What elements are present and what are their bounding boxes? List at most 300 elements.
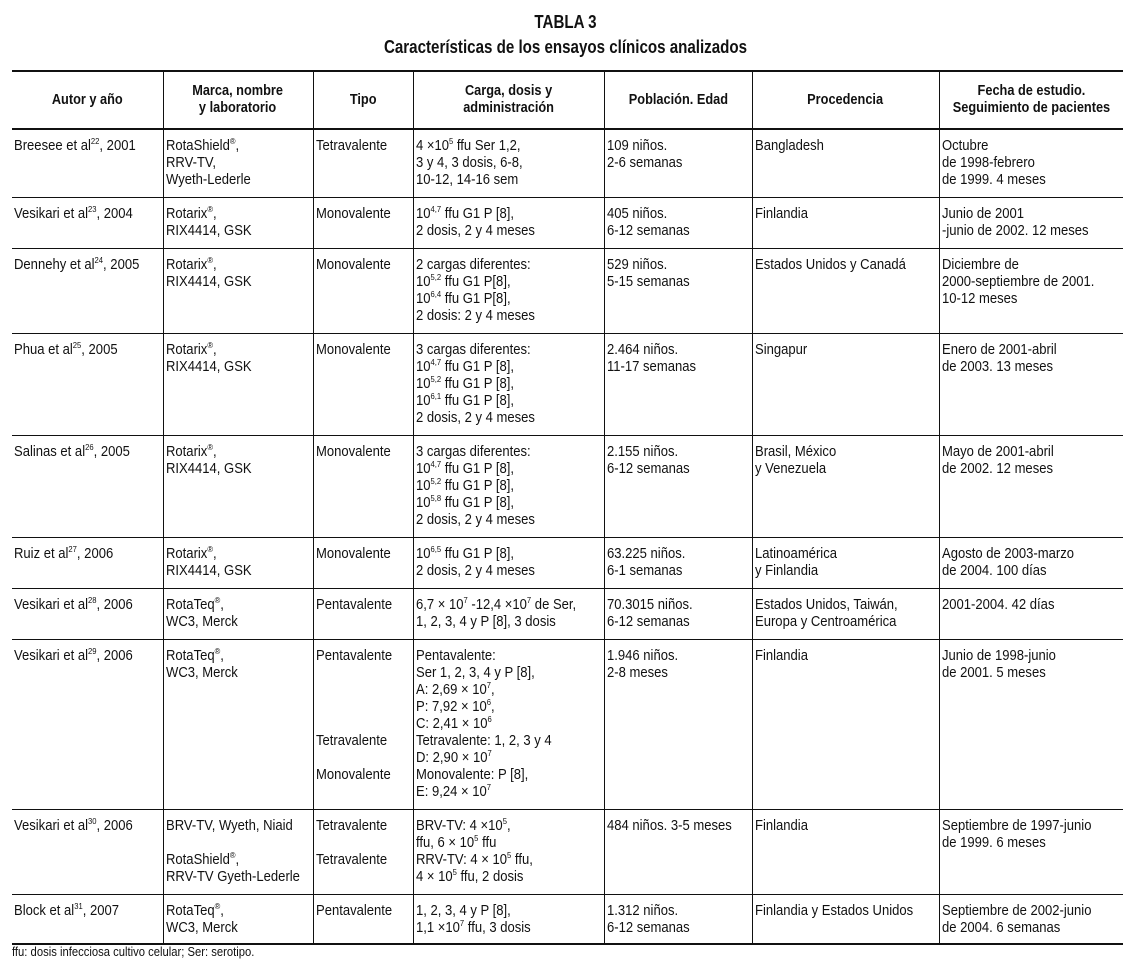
table-cell-population-age — [604, 538, 752, 589]
table-cell-author-year — [12, 129, 163, 198]
cell-line — [416, 155, 585, 172]
column-header-text: Carga, dosis y — [464, 83, 553, 99]
superscript-text: 7 — [459, 918, 464, 928]
cell-line — [166, 274, 298, 291]
cell-line — [416, 665, 585, 682]
table-cell-load-dose-administration — [413, 895, 604, 945]
table-cell-origin — [752, 538, 939, 589]
cell-text: Tetravalente — [315, 138, 387, 154]
cell-line — [607, 648, 738, 665]
cell-text: Vesikari et al — [14, 818, 88, 834]
table-cell-type — [313, 810, 413, 895]
table-cell-origin — [752, 198, 939, 249]
cell-line — [942, 920, 1105, 937]
cell-text: 484 niños. 3-5 meses — [606, 818, 732, 834]
superscript-text: 6,1 — [430, 391, 441, 401]
cell-text: Rotarix — [165, 206, 207, 222]
table-cell-study-date-follow-up — [939, 249, 1123, 334]
cell-text: Junio de 1998-junio — [941, 648, 1056, 664]
cell-text: ffu G1 P [8], — [440, 546, 514, 562]
column-header-load-dose-administration — [413, 71, 604, 129]
cell-line — [607, 257, 738, 274]
table-cell-author-year — [12, 198, 163, 249]
blank-line — [316, 716, 413, 733]
cell-text: 2000-septiembre de 2001. — [941, 274, 1094, 290]
cell-line — [14, 444, 148, 461]
cell-line — [166, 648, 298, 665]
table-footnote: ffu: dosis infecciosa cultivo celular; Ser: serotipo. — [12, 945, 255, 959]
cell-text: 10 — [415, 291, 431, 307]
column-header-brand-name-lab — [163, 71, 313, 129]
cell-text: ffu, 6 × 10 — [415, 835, 474, 851]
table-cell-brand-name-lab — [163, 334, 313, 436]
cell-text: Monovalente — [315, 444, 391, 460]
cell-text: A: 2,69 × 10 — [415, 682, 487, 698]
table-cell-brand-name-lab — [163, 895, 313, 945]
blank-line — [316, 750, 413, 767]
cell-text: RRV-TV Gyeth-Lederle — [165, 869, 300, 885]
table-cell-population-age — [604, 810, 752, 895]
cell-text: 10-12, 14-16 sem — [415, 172, 518, 188]
superscript-text: 29 — [87, 646, 97, 656]
blank-line — [316, 665, 413, 682]
cell-text: Octubre — [941, 138, 988, 154]
cell-text: de 2003. 13 meses — [941, 359, 1053, 375]
cell-line — [416, 223, 585, 240]
table-row — [12, 640, 1123, 810]
cell-text: RotaShield — [165, 138, 230, 154]
cell-text: ffu G1 P [8], — [440, 393, 514, 409]
cell-line — [755, 138, 921, 155]
cell-line — [942, 155, 1105, 172]
cell-text: WC3, Merck — [165, 920, 238, 936]
cell-text: 2001-2004. 42 días — [941, 597, 1054, 613]
table-cell-brand-name-lab — [163, 640, 313, 810]
table-row — [12, 810, 1123, 895]
cell-text: 2.464 niños. — [606, 342, 678, 358]
cell-line — [942, 359, 1105, 376]
cell-line — [416, 903, 585, 920]
table-cell-brand-name-lab — [163, 249, 313, 334]
cell-line — [166, 920, 298, 937]
cell-text: 1.312 niños. — [606, 903, 678, 919]
superscript-text: 4,7 — [430, 204, 441, 214]
superscript-text: ® — [206, 255, 213, 265]
table-row — [12, 129, 1123, 198]
table-cell-author-year — [12, 334, 163, 436]
cell-text: 10 — [415, 206, 431, 222]
cell-line — [166, 563, 298, 580]
cell-text: , — [219, 597, 224, 613]
superscript-text: ® — [214, 646, 220, 656]
table-cell-origin — [752, 436, 939, 538]
cell-line — [14, 342, 148, 359]
table-cell-brand-name-lab — [163, 589, 313, 640]
column-header-text: Seguimiento de pacientes — [952, 100, 1110, 116]
cell-text: , 2006 — [96, 597, 133, 613]
cell-text: -12,4 ×10 — [467, 597, 527, 613]
table-cell-study-date-follow-up — [939, 334, 1123, 436]
superscript-text: ® — [206, 544, 213, 554]
table-cell-type — [313, 436, 413, 538]
table-cell-type — [313, 538, 413, 589]
cell-line — [942, 138, 1105, 155]
cell-text: RIX4414, GSK — [165, 223, 252, 239]
cell-line — [416, 138, 585, 155]
cell-line — [607, 546, 738, 563]
cell-text: 1, 2, 3, 4 y P [8], 3 dosis — [415, 614, 556, 630]
cell-line — [416, 393, 585, 410]
superscript-text: 23 — [87, 204, 97, 214]
cell-line — [416, 920, 585, 937]
superscript-text: 24 — [94, 255, 104, 265]
cell-line — [607, 206, 738, 223]
cell-text: RotaShield — [165, 852, 230, 868]
cell-text: , — [506, 818, 511, 834]
cell-text: 1, 2, 3, 4 y P [8], — [415, 903, 511, 919]
cell-text: 6-12 semanas — [606, 920, 690, 936]
table-row — [12, 589, 1123, 640]
cell-line — [14, 257, 148, 274]
cell-text: RRV-TV, — [165, 155, 216, 171]
cell-text: de 1999. 4 meses — [941, 172, 1046, 188]
cell-line — [416, 648, 585, 665]
blank-line — [316, 699, 413, 716]
cell-text: 2 dosis, 2 y 4 meses — [415, 410, 535, 426]
cell-text: Diciembre de — [941, 257, 1019, 273]
cell-text: 6-12 semanas — [606, 461, 690, 477]
cell-text: WC3, Merck — [165, 665, 238, 681]
cell-line — [755, 461, 921, 478]
cell-text: , — [212, 257, 217, 273]
cell-text: RotaTeq — [165, 597, 215, 613]
cell-line — [607, 818, 738, 835]
cell-line — [316, 342, 403, 359]
cell-line — [416, 716, 585, 733]
cell-line — [166, 359, 298, 376]
cell-line — [755, 903, 921, 920]
table-subtitle: Características de los ensayos clínicos analizados — [383, 37, 748, 57]
cell-line — [607, 597, 738, 614]
superscript-text: 5,2 — [430, 476, 441, 486]
table-cell-origin — [752, 249, 939, 334]
table-cell-load-dose-administration — [413, 810, 604, 895]
table-cell-author-year — [12, 895, 163, 945]
cell-line — [942, 818, 1105, 835]
cell-line — [316, 852, 403, 869]
cell-line — [607, 274, 738, 291]
table-cell-study-date-follow-up — [939, 198, 1123, 249]
cell-text: y Venezuela — [754, 461, 826, 477]
cell-line — [14, 546, 148, 563]
table-row — [12, 895, 1123, 945]
cell-line — [755, 342, 921, 359]
cell-line — [607, 614, 738, 631]
cell-text: 2 cargas diferentes: — [415, 257, 531, 273]
clinical-trials-table — [12, 70, 1123, 945]
superscript-text: ® — [206, 442, 213, 452]
cell-line — [14, 597, 148, 614]
cell-text: , 2005 — [93, 444, 130, 460]
table-cell-population-age — [604, 129, 752, 198]
cell-line — [755, 206, 921, 223]
cell-line — [316, 733, 403, 750]
cell-text: ffu, — [510, 852, 533, 868]
cell-text: 6-1 semanas — [606, 563, 682, 579]
table-cell-population-age — [604, 436, 752, 538]
cell-line — [607, 155, 738, 172]
superscript-text: 22 — [90, 136, 100, 146]
cell-line — [416, 767, 585, 784]
cell-line — [166, 818, 298, 835]
cell-text: , 2007 — [82, 903, 120, 919]
cell-line — [166, 223, 298, 240]
cell-text: , 2006 — [96, 648, 133, 664]
cell-text: , 2005 — [81, 342, 118, 358]
table-cell-population-age — [604, 249, 752, 334]
cell-text: 10 — [415, 359, 431, 375]
table-cell-load-dose-administration — [413, 640, 604, 810]
cell-text: ffu G1 P [8], — [440, 461, 514, 477]
cell-line — [166, 869, 298, 886]
column-header-text: administración — [463, 100, 554, 116]
cell-text: 1.946 niños. — [606, 648, 678, 664]
cell-text: de 2004. 6 semanas — [941, 920, 1060, 936]
cell-line — [755, 563, 921, 580]
cell-line — [14, 903, 148, 920]
cell-text: 2 dosis, 2 y 4 meses — [415, 512, 535, 528]
cell-text: 10 — [415, 495, 431, 511]
superscript-text: 26 — [85, 442, 94, 452]
cell-text: BRV-TV: 4 ×10 — [415, 818, 503, 834]
cell-line — [316, 138, 403, 155]
cell-text: Salinas et al — [14, 444, 86, 460]
cell-line — [416, 784, 585, 801]
superscript-text: 5 — [502, 816, 507, 826]
superscript-text: 5 — [452, 867, 457, 877]
table-cell-type — [313, 640, 413, 810]
table-row — [12, 249, 1123, 334]
cell-line — [166, 342, 298, 359]
cell-text: 10-12 meses — [941, 291, 1017, 307]
cell-text: Wyeth-Lederle — [165, 172, 251, 188]
cell-line — [416, 852, 585, 869]
superscript-text: 5 — [448, 136, 453, 146]
table-row — [12, 334, 1123, 436]
cell-text: Pentavalente — [315, 648, 392, 664]
cell-text: 10 — [415, 274, 431, 290]
superscript-text: 6 — [486, 714, 492, 724]
superscript-text: 5 — [473, 833, 478, 843]
cell-text: Vesikari et al — [14, 597, 88, 613]
cell-text: y Finlandia — [754, 563, 818, 579]
superscript-text: 7 — [486, 782, 491, 792]
cell-text: ffu G1 P [8], — [440, 478, 514, 494]
cell-line — [14, 138, 148, 155]
table-row — [12, 436, 1123, 538]
cell-line — [755, 444, 921, 461]
cell-text: 6-12 semanas — [606, 223, 690, 239]
cell-line — [942, 223, 1105, 240]
cell-line — [416, 512, 585, 529]
cell-line — [607, 223, 738, 240]
table-cell-study-date-follow-up — [939, 895, 1123, 945]
table-cell-author-year — [12, 249, 163, 334]
superscript-text: ® — [229, 850, 235, 860]
cell-text: ffu — [477, 835, 496, 851]
column-header-text: Marca, nombre — [192, 83, 284, 99]
table-body — [12, 129, 1123, 944]
cell-text: RIX4414, GSK — [165, 274, 252, 290]
cell-text: 529 niños. — [606, 257, 667, 273]
cell-line — [942, 903, 1105, 920]
table-cell-origin — [752, 334, 939, 436]
cell-text: Phua et al — [14, 342, 73, 358]
table-cell-type — [313, 249, 413, 334]
table-cell-origin — [752, 895, 939, 945]
cell-text: Tetravalente — [315, 818, 387, 834]
cell-line — [755, 648, 921, 665]
table-row — [12, 538, 1123, 589]
table-cell-brand-name-lab — [163, 810, 313, 895]
cell-line — [942, 206, 1105, 223]
cell-line — [942, 563, 1105, 580]
cell-line — [607, 665, 738, 682]
cell-line — [416, 308, 585, 325]
table-cell-study-date-follow-up — [939, 810, 1123, 895]
column-header-text: Población. Edad — [628, 91, 728, 108]
table-row — [12, 198, 1123, 249]
cell-text: Monovalente — [315, 206, 391, 222]
cell-text: 2 dosis, 2 y 4 meses — [415, 223, 535, 239]
cell-line — [166, 444, 298, 461]
cell-text: , 2006 — [76, 546, 114, 562]
cell-line — [942, 835, 1105, 852]
cell-text: BRV-TV, Wyeth, Niaid — [165, 818, 293, 834]
column-header-text: Fecha de estudio. — [977, 83, 1086, 99]
cell-text: 63.225 niños. — [606, 546, 685, 562]
cell-text: ffu Ser 1,2, — [452, 138, 521, 154]
cell-text: P: 7,92 × 10 — [415, 699, 487, 715]
cell-text: Singapur — [754, 342, 807, 358]
superscript-text: 5 — [506, 850, 511, 860]
table-cell-population-age — [604, 589, 752, 640]
cell-text: C: 2,41 × 10 — [415, 716, 487, 732]
column-header-study-date-follow-up — [939, 71, 1123, 129]
cell-line — [14, 648, 148, 665]
superscript-text: 7 — [486, 748, 492, 758]
superscript-text: 25 — [72, 340, 82, 350]
cell-text: Ser 1, 2, 3, 4 y P [8], — [415, 665, 535, 681]
cell-text: ffu, 2 dosis — [456, 869, 523, 885]
cell-text: Mayo de 2001-abril — [941, 444, 1054, 460]
cell-text: 10 — [415, 393, 431, 409]
cell-text: RIX4414, GSK — [165, 461, 252, 477]
table-title: TABLA 3 — [534, 12, 597, 32]
cell-text: 4 × 10 — [415, 869, 453, 885]
cell-text: Finlandia — [754, 648, 808, 664]
cell-line — [166, 257, 298, 274]
cell-line — [755, 257, 921, 274]
superscript-text: 30 — [87, 816, 97, 826]
cell-line — [166, 852, 298, 869]
column-header-text: Tipo — [349, 91, 377, 108]
cell-text: Estados Unidos y Canadá — [754, 257, 906, 273]
cell-text: de 2001. 5 meses — [941, 665, 1046, 681]
cell-text: de 1998-febrero — [941, 155, 1035, 171]
table-cell-author-year — [12, 640, 163, 810]
cell-line — [416, 750, 585, 767]
column-header-text: Procedencia — [807, 91, 884, 108]
cell-text: Junio de 2001 — [941, 206, 1024, 222]
cell-text: -junio de 2002. 12 meses — [941, 223, 1089, 239]
table-cell-population-age — [604, 640, 752, 810]
cell-text: 10 — [415, 461, 431, 477]
table-cell-load-dose-administration — [413, 589, 604, 640]
superscript-text: ® — [214, 595, 220, 605]
cell-line — [416, 835, 585, 852]
cell-line — [942, 546, 1105, 563]
cell-text: Monovalente — [315, 767, 391, 783]
cell-line — [607, 444, 738, 461]
cell-line — [166, 597, 298, 614]
cell-text: RRV-TV: 4 × 10 — [415, 852, 507, 868]
cell-text: ffu G1 P [8], — [440, 206, 514, 222]
cell-text: 70.3015 niños. — [606, 597, 693, 613]
cell-line — [416, 206, 585, 223]
column-header-type — [313, 71, 413, 129]
cell-text: 2 dosis: 2 y 4 meses — [415, 308, 535, 324]
cell-line — [316, 444, 403, 461]
cell-line — [416, 869, 585, 886]
cell-line — [416, 614, 585, 631]
cell-line — [316, 903, 403, 920]
cell-text: , — [212, 444, 217, 460]
cell-text: D: 2,90 × 10 — [415, 750, 487, 766]
cell-text: 4 ×10 — [415, 138, 449, 154]
table-cell-population-age — [604, 198, 752, 249]
cell-line — [166, 155, 298, 172]
cell-text: 3 y 4, 3 dosis, 6-8, — [415, 155, 523, 171]
cell-text: , — [212, 546, 217, 562]
cell-text: de Ser, — [530, 597, 576, 613]
superscript-text: 27 — [68, 544, 77, 554]
cell-text: RotaTeq — [165, 648, 215, 664]
cell-text: Finlandia — [754, 206, 808, 222]
cell-line — [607, 920, 738, 937]
table-cell-population-age — [604, 334, 752, 436]
cell-text: E: 9,24 × 10 — [415, 784, 487, 800]
table-cell-load-dose-administration — [413, 198, 604, 249]
cell-text: ffu G1 P[8], — [440, 291, 511, 307]
cell-text: 2.155 niños. — [606, 444, 678, 460]
table-cell-type — [313, 334, 413, 436]
cell-line — [316, 546, 403, 563]
superscript-text: 7 — [463, 595, 468, 605]
cell-text: RIX4414, GSK — [165, 563, 252, 579]
cell-line — [942, 342, 1105, 359]
cell-line — [166, 461, 298, 478]
table-cell-load-dose-administration — [413, 334, 604, 436]
cell-line — [942, 597, 1105, 614]
cell-text: , — [490, 682, 495, 698]
cell-text: 109 niños. — [606, 138, 667, 154]
cell-text: Europa y Centroamérica — [754, 614, 896, 630]
cell-line — [416, 410, 585, 427]
cell-text: Finlandia — [754, 818, 808, 834]
cell-line — [166, 665, 298, 682]
cell-text: Septiembre de 1997-junio — [941, 818, 1091, 834]
